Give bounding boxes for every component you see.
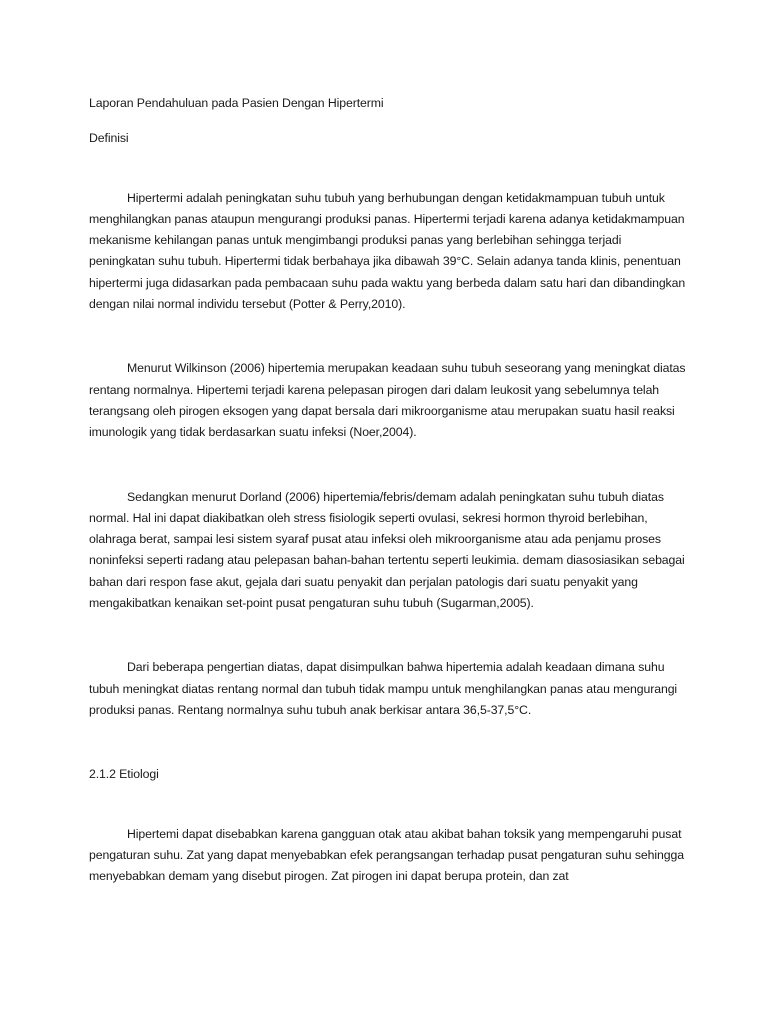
paragraph-1: Hipertermi adalah peningkatan suhu tubuh yang berhubungan dengan ketidakmampuan tubuh untuk menghilangkan panas ataupun mengurangi produksi panas. Hipertermi terjadi karena adanya ketidakmampuan mekanisme kehilangan panas untuk mengimbangi produksi panas yang berlebihan sehingga terjadi peningkatan suhu tubuh. Hipertermi tidak berbahaya jika dibawah 39°C. Selain adanya tanda klinis, penentuan hipertermi juga didasarkan pada pembacaan suhu pada waktu yang berbeda dalam satu hari dan dibandingkan dengan nilai normal individu tersebut (Potter & Perry,2010).	[89, 190, 686, 312]
section-title-definisi: Definisi	[89, 131, 129, 146]
document-title: Laporan Pendahuluan pada Pasien Dengan Hipertermi	[89, 96, 384, 110]
paragraph-2: Menurut Wilkinson (2006) hipertemia merupakan keadaan suhu tubuh seseorang yang meningkat diatas rentang normalnya. Hipertemi terjadi karena pelepasan pirogen dari dalam leukosit yang sebelumnya telah terangsang oleh pirogen eksogen yang dapat bersala dari mikroorganisme atau merupakan suatu hasil reaksi imunologik yang tidak berdasarkan suatu infeksi (Noer,2004).	[89, 361, 686, 440]
subsection-title-etiologi: 2.1.2 Etiologi	[89, 767, 159, 782]
document-body	[89, 93, 689, 887]
paragraph-4: Dari beberapa pengertian diatas, dapat disimpulkan bahwa hipertemia adalah keadaan dimana suhu tubuh meningkat diatas rentang normal dan tubuh tidak mampu untuk menghilangkan panas atau mengurangi produksi panas. Rentang normalnya suhu tubuh anak berkisar antara 36,5-37,5°C.	[89, 660, 678, 717]
paragraph-3: Sedangkan menurut Dorland (2006) hipertemia/febris/demam adalah peningkatan suhu tubuh diatas normal. Hal ini dapat diakibatkan oleh stress fisiologik seperti ovulasi, sekresi hormon thyroid berlebihan, olahraga berat, sampai lesi sistem syaraf pusat atau infeksi oleh mikroorganisme atau ada penjamu proses noninfeksi seperti radang atau pelepasan bahan-bahan tertentu seperti leukimia. demam diasosiasikan sebagai bahan dari respon fase akut, gejala dari suatu penyakit dan perjalan patologis dari suatu penyakit yang mengakibatkan kenaikan set-point pusat pengaturan suhu tubuh (Sugarman,2005).	[89, 489, 685, 611]
etiology-paragraph: Hipertemi dapat disebabkan karena gangguan otak atau akibat bahan toksik yang mempengaruhi pusat pengaturan suhu. Zat yang dapat menyebabkan efek perangsangan terhadap pusat pengaturan suhu sehingga menyebabkan demam yang disebut pirogen. Zat pirogen ini dapat berupa protein, dan zat	[89, 826, 684, 884]
